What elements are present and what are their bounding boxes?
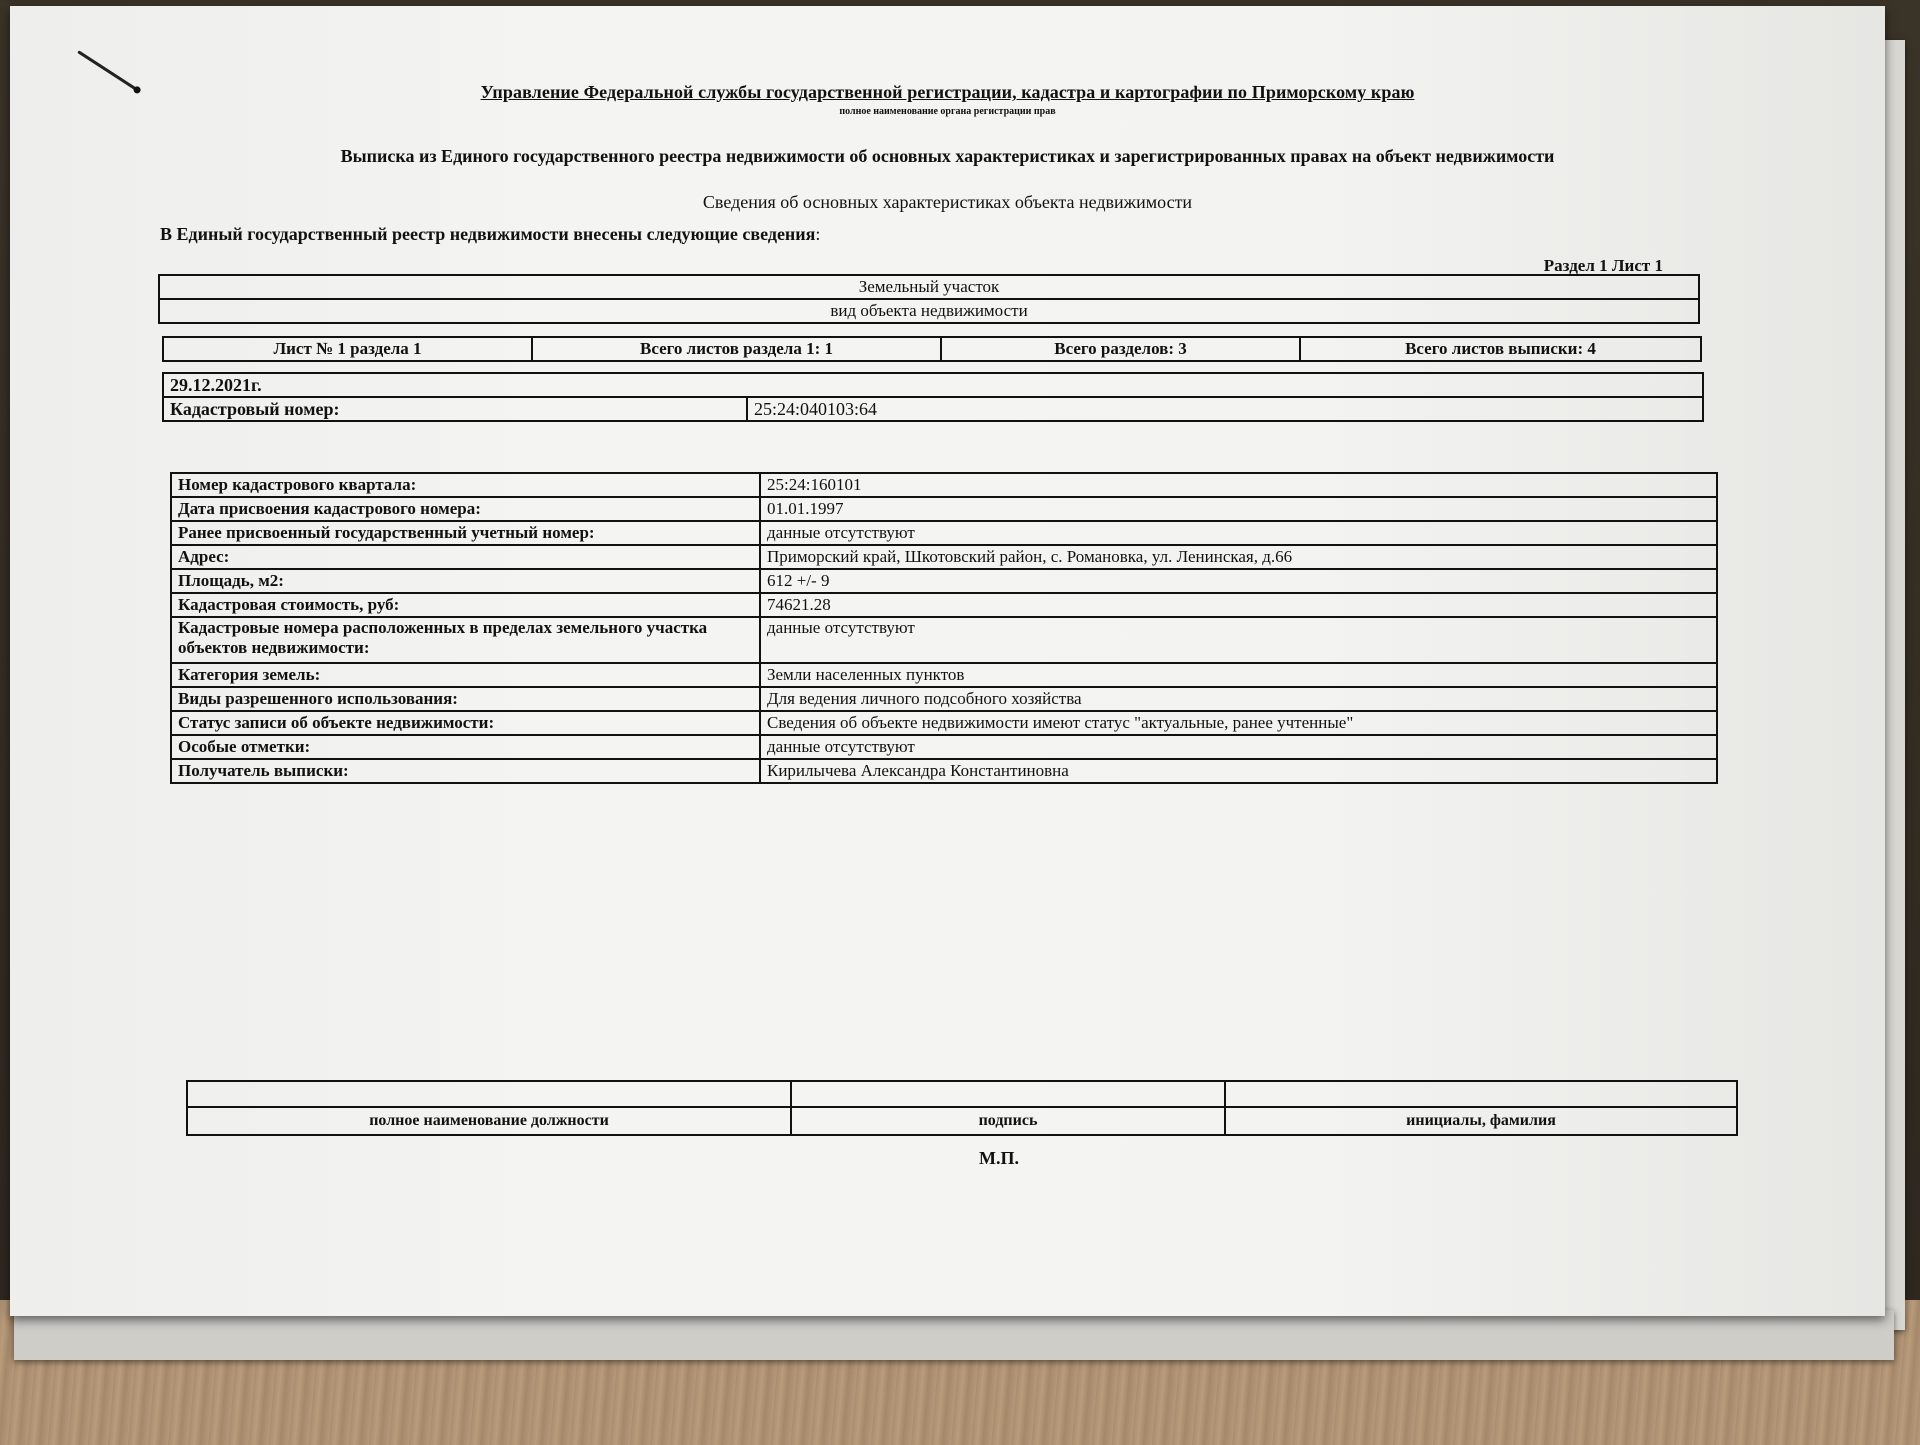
row-value: 74621.28 [760,593,1717,617]
row-label: Виды разрешенного использования: [171,687,760,711]
document-title: Выписка из Единого государственного реестра недвижимости об основных характеристиках и зарегистрированных правах на объект недвижимости [340,146,1555,166]
signature-caption: подпись [791,1107,1225,1135]
position-field [187,1081,791,1107]
table-row [171,545,1717,569]
extract-date: 29.12.2021г. [163,373,1703,397]
table-row [171,711,1717,735]
row-value: Кирилычева Александра Константиновна [760,759,1717,783]
total-sheets: Всего листов выписки: 4 [1300,337,1701,361]
table-row [171,521,1717,545]
object-type-caption: вид объекта недвижимости [159,299,1699,323]
underlying-sheet [14,1310,1894,1360]
total-sheets-section: Всего листов раздела 1: 1 [532,337,941,361]
sheet-number: Лист № 1 раздела 1 [163,337,532,361]
cadastral-number-value: 25:24:040103:64 [747,397,1703,421]
row-label: Категория земель: [171,663,760,687]
row-label: Номер кадастрового квартала: [171,473,760,497]
object-type-table [158,274,1700,324]
table-row [171,687,1717,711]
total-sections: Всего разделов: 3 [941,337,1300,361]
position-caption: полное наименование должности [187,1107,791,1135]
registration-authority-name: Управление Федеральной службы государственной регистрации, кадастра и картографии по Приморскому краю [480,82,1415,102]
row-value: Земли населенных пунктов [760,663,1717,687]
cadastral-number-label: Кадастровый номер: [163,397,747,421]
name-field [1225,1081,1737,1107]
characteristics-table [170,472,1718,784]
row-value: данные отсутствуют [760,735,1717,759]
row-value: Для ведения личного подсобного хозяйства [760,687,1717,711]
row-value: данные отсутствуют [760,521,1717,545]
row-value: Приморский край, Шкотовский район, с. Романовка, ул. Ленинская, д.66 [760,545,1717,569]
signature-table [186,1080,1738,1136]
section-sheet-label: Раздел 1 Лист 1 [1543,256,1663,275]
row-label: Статус записи об объекте недвижимости: [171,711,760,735]
table-row [171,473,1717,497]
row-label: Кадастровая стоимость, руб: [171,593,760,617]
table-row [171,617,1717,663]
row-value: 01.01.1997 [760,497,1717,521]
table-row [171,497,1717,521]
stamp-place-label: М.П. [979,1148,1019,1168]
sheets-info-table [162,336,1702,362]
row-label: Площадь, м2: [171,569,760,593]
table-row [171,735,1717,759]
row-label: Дата присвоения кадастрового номера: [171,497,760,521]
row-label: Особые отметки: [171,735,760,759]
row-value: данные отсутствуют [760,617,1717,663]
date-cadastral-table [162,372,1704,422]
row-label: Адрес: [171,545,760,569]
row-label: Ранее присвоенный государственный учетный номер: [171,521,760,545]
object-type: Земельный участок [159,275,1699,299]
intro-text-colon: : [815,224,821,244]
table-row [171,569,1717,593]
name-caption: инициалы, фамилия [1225,1107,1737,1135]
signature-field [791,1081,1225,1107]
row-value: 612 +/- 9 [760,569,1717,593]
table-row [171,593,1717,617]
table-row [171,759,1717,783]
row-label: Кадастровые номера расположенных в пределах земельного участка объектов недвижимости: [171,617,760,663]
section-title: Сведения об основных характеристиках объекта недвижимости [702,192,1193,212]
table-row [171,663,1717,687]
row-value: Сведения об объекте недвижимости имеют статус "актуальные, ранее учтенные" [760,711,1717,735]
row-label: Получатель выписки: [171,759,760,783]
intro-text [160,224,820,245]
registration-authority-caption: полное наименование органа регистрации прав [839,106,1056,117]
row-value: 25:24:160101 [760,473,1717,497]
intro-text-bold: В Единый государственный реестр недвижимости внесены следующие сведения [160,224,816,244]
